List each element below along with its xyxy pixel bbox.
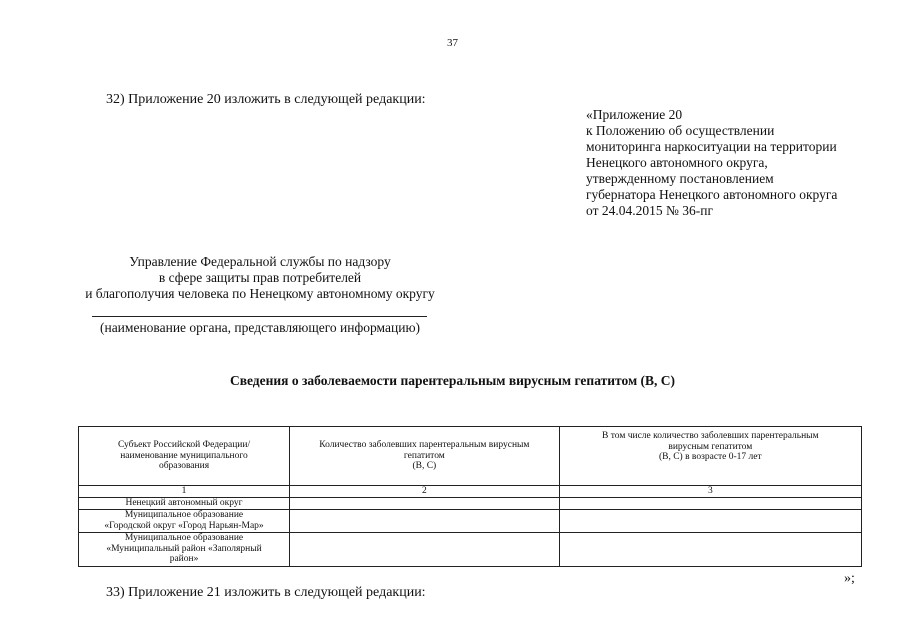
agency-name-line: в сфере защиты прав потребителей [158,270,362,285]
header-line: вирусным гепатитом [668,441,753,452]
column-number: 1 [79,486,290,498]
row-subject-line: Ненецкий автономный округ [125,497,243,508]
row-subject-line: Муниципальное образование [124,533,244,544]
header-line: гепатитом [403,450,445,461]
header-line: (В, С) в возрасте 0-17 лет [658,452,762,462]
header-subject [79,427,290,486]
appendix-note [586,107,837,219]
appendix-note-line: мониторинга наркоситуации на территории [586,139,837,154]
header-line: Количество заболевших парентеральным вирусным [319,440,530,451]
header-line: образования [158,461,210,472]
agency-name-line: Управление Федеральной службы по надзору [129,254,391,269]
agency-caption: (наименование органа, представляющего информацию) [99,320,421,335]
header-child-count [559,427,861,486]
agency-name-line: и благополучия человека по Ненецкому автономному округу [85,286,435,301]
row-value-cell[interactable] [290,497,560,509]
report-table [78,426,862,567]
row-value-cell[interactable] [559,497,861,509]
row-subject-line: «Муниципальный район «Заполярный [106,543,262,554]
report-title: Сведения о заболеваемости парентеральным вирусным гепатитом (В, С) [229,373,676,388]
row-subject-cell [79,509,290,532]
table-row [79,509,862,532]
header-line: (В, С) [412,461,437,472]
signature-line [92,316,427,317]
closing-quote-mark: »; [844,571,855,586]
header-total-count [290,427,560,486]
table-row [79,497,862,509]
appendix-note-line: Ненецкого автономного округа, [586,155,768,170]
column-number: 3 [559,486,861,498]
row-subject-line: район» [169,554,199,565]
row-subject-cell [79,497,290,509]
page-number: 37 [447,37,458,49]
row-value-cell[interactable] [290,532,560,566]
instruction-item-32: 32) Приложение 20 изложить в следующей редакции: [106,92,426,107]
row-subject-cell [79,532,290,566]
row-subject-line: Муниципальное образование [124,510,244,520]
row-value-cell[interactable] [559,532,861,566]
header-line: В том числе количество заболевших парентеральным [602,431,819,441]
table-header-row [79,427,862,486]
row-subject-line: «Городской округ «Город Нарьян-Мар» [104,520,264,531]
appendix-note-line: губернатора Ненецкого автономного округа [586,187,838,202]
agency-name [60,254,460,302]
row-value-cell[interactable] [290,509,560,532]
column-number-row [79,486,862,498]
header-line: наименование муниципального [120,450,248,461]
appendix-note-line: к Положению об осуществлении [586,123,775,138]
appendix-note-line: «Приложение 20 [586,107,683,122]
header-line: Субъект Российской Федерации/ [117,440,251,451]
appendix-note-line: от 24.04.2015 № 36-пг [586,203,713,218]
row-value-cell[interactable] [559,509,861,532]
table-row [79,532,862,566]
appendix-note-line: утвержденному постановлением [586,171,774,186]
column-number: 2 [290,486,560,498]
instruction-item-33: 33) Приложение 21 изложить в следующей редакции: [106,585,426,600]
